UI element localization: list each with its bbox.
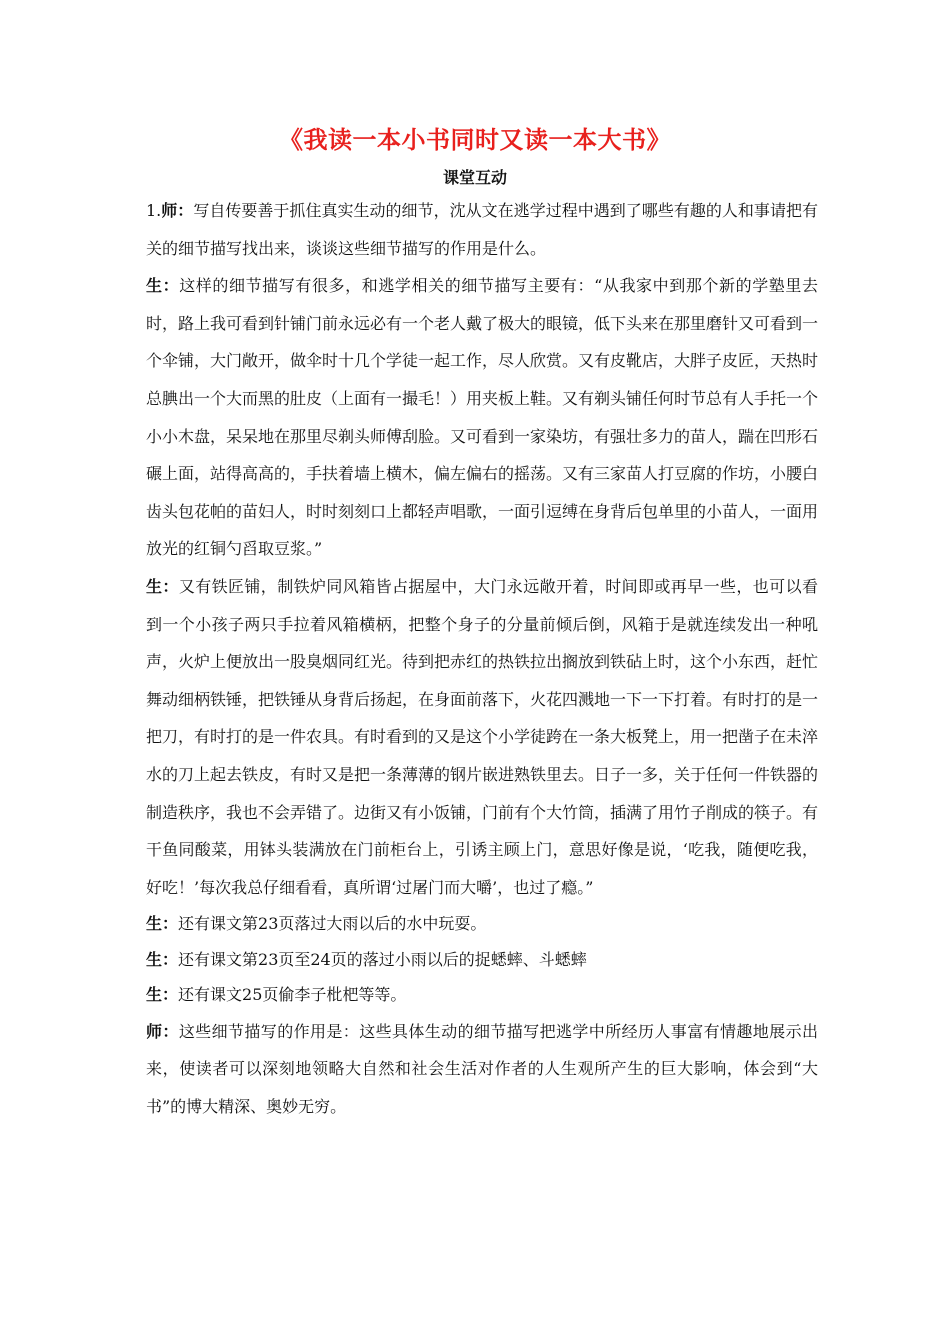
speaker-label: 生： [146,576,179,596]
paragraph-conclusion [146,1013,818,1126]
paragraph-text: 还有课文第23页落过大雨以后的水中玩耍。 [178,914,487,934]
speaker-label: 师： [161,201,194,220]
paragraph-answer [146,267,818,568]
speaker-label: 生： [146,914,179,934]
speaker-label: 生： [146,949,179,969]
paragraph-answer [146,568,818,906]
paragraph-text: 这样的细节描写有很多，和逃学相关的细节描写主要有：“从我家中到那个新的学塾里去时，路上我可看到针铺门前永远必有一个老人戴了极大的眼镜，低下头来在那里磨针又可看到一个伞铺，大门敞开，做伞时十几个学徒一起工作，尽人欣赏。又有皮靴店，大胖子皮匠，天热时总腆出一个大而黑的肚皮（上面有一撮毛！）用夹板上鞋。又有剃头铺任何时节总有人手托一个小小木盘，呆呆地在那里尽剃头师傅刮脸。又可看到一家染坊，有强壮多力的苗人，踹在凹形石碾上面，站得高高的，手扶着墙上横木，偏左偏右的摇荡。又有三家苗人打豆腐的作坊，小腰白齿头包花帕的苗妇人，时时刻刻口上都轻声唱歌，一面引逗缚在身背后包单里的小苗人，一面用放光的红铜勺舀取豆浆。” [146,276,819,559]
paragraph-text: 还有课文第23页至24页的落过小雨以后的捉蟋蟀、斗蟋蟀 [178,949,587,969]
paragraph-answer [146,977,818,1013]
paragraph-answer [146,942,818,978]
section-heading: 课堂互动 [442,168,507,187]
paragraph-text: 还有课文25页偷李子枇杷等等。 [178,985,407,1005]
speaker-label: 师： [146,1021,179,1041]
paragraph-text: 这些细节描写的作用是：这些具体生动的细节描写把逃学中所经历人事富有情趣地展示出来，使读者可以深刻地领略大自然和社会生活对作者的人生观所产生的巨大影响，体会到“大书”的博大精深、奥妙无穷。 [146,1021,818,1116]
speaker-label: 生： [146,276,180,296]
paragraph-text: 写自传要善于抓住真实生动的细节，沈从文在逃学过程中遇到了哪些有趣的人和事请把有关的细节描写找出来，谈谈这些细节描写的作用是什么。 [146,201,818,258]
question-number: 1. [146,201,162,220]
paragraph-text: 又有铁匠铺，制铁炉同风箱皆占据屋中，大门永远敞开着，时间即或再早一些，也可以看到一个小孩子两只手拉着风箱横柄，把整个身子的分量前倾后倒，风箱于是就连续发出一种吼声，火炉上便放出一股臭烟同红光。待到把赤红的热铁拉出搁放到铁砧上时，这个小东西，赶忙舞动细柄铁锤，把铁锤从身背后扬起，在身面前落下，火花四溅地一下一下打着。有时打的是一把刀，有时打的是一件农具。有时看到的又是这个小学徒跨在一条大板凳上，用一把凿子在未淬水的刀上起去铁皮，有时又是把一条薄薄的钢片嵌进熟铁里去。日子一多，关于任何一件铁器的制造秩序，我也不会弄错了。边街又有小饭铺，门前有个大竹筒，插满了用竹子削成的筷子。有干鱼同酸菜，用钵头装满放在门前柜台上，引诱主顾上门，意思好像是说，‘吃我，随便吃我，好吃！’每次我总仔细看看，真所谓‘过屠门而大嚼’，也过了瘾。” [146,576,819,897]
document-body [146,192,818,1126]
document-title: 《我读一本小书同时又读一本大书》 [279,126,671,154]
paragraph-answer [146,906,818,942]
paragraph-question [146,192,818,267]
speaker-label: 生： [146,985,179,1005]
